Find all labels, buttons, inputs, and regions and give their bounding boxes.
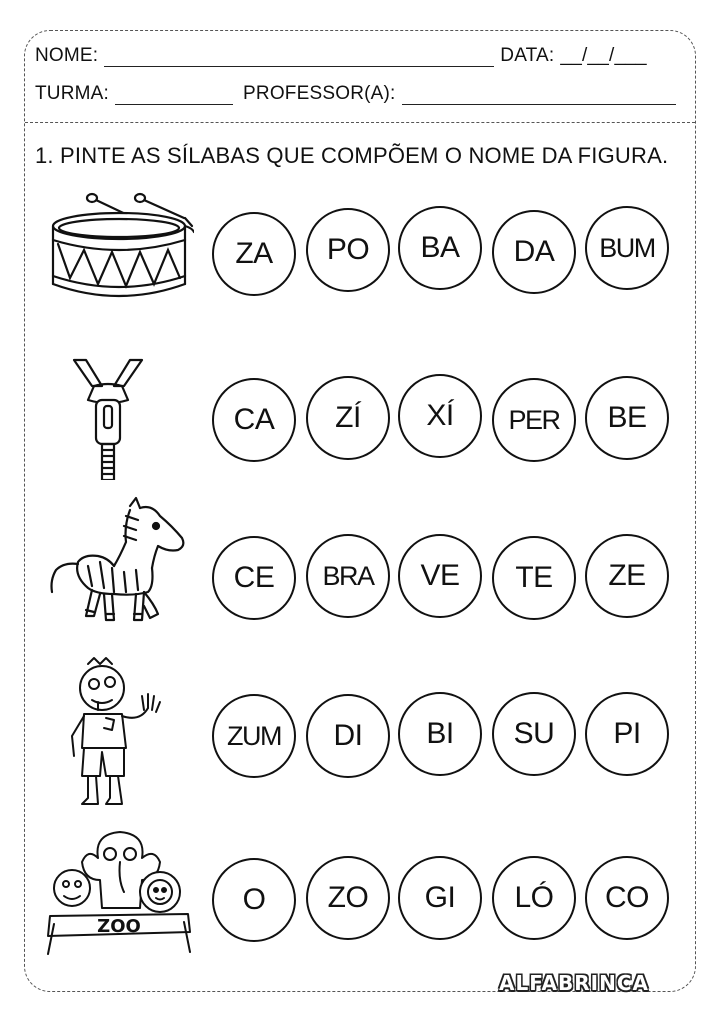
zombie-icon — [44, 656, 194, 816]
syllable-circle[interactable]: BE — [585, 376, 669, 460]
header-box — [25, 31, 695, 123]
syllable-circle[interactable]: SU — [492, 692, 576, 776]
syllable-circle[interactable]: PI — [585, 692, 669, 776]
exercise-row — [0, 828, 724, 938]
exercise-row — [0, 192, 724, 302]
exercise-row — [0, 350, 724, 460]
exercise-row — [0, 656, 724, 766]
syllable-circle[interactable]: LÓ — [492, 856, 576, 940]
drum-icon — [44, 192, 194, 302]
instruction-text: 1. PINTE AS SÍLABAS QUE COMPÕEM O NOME DA FIGURA. — [35, 143, 669, 168]
header-row-name — [35, 45, 685, 67]
syllable-circle[interactable]: GI — [398, 856, 482, 940]
syllable-circle[interactable]: BA — [398, 206, 482, 290]
syllable-circle[interactable]: BI — [398, 692, 482, 776]
syllable-circle[interactable]: PO — [306, 208, 390, 292]
syllable-circle[interactable]: BUM — [585, 206, 669, 290]
teacher-field[interactable] — [402, 86, 676, 105]
syllable-circle[interactable]: BRA — [306, 534, 390, 618]
syllable-circle[interactable]: ZA — [212, 212, 296, 296]
syllable-circle[interactable]: CO — [585, 856, 669, 940]
syllable-circle[interactable]: ZUM — [212, 694, 296, 778]
date-label: DATA: — [500, 45, 555, 66]
syllable-circle[interactable]: CE — [212, 536, 296, 620]
class-field[interactable] — [115, 86, 233, 105]
exercise-row — [0, 496, 724, 606]
zipper-icon — [44, 350, 194, 480]
class-label: TURMA: — [35, 83, 110, 104]
header-row-class — [35, 83, 685, 105]
name-label: NOME: — [35, 45, 99, 66]
teacher-label: PROFESSOR(A): — [243, 83, 396, 104]
syllable-circle[interactable]: DI — [306, 694, 390, 778]
syllable-circle[interactable]: DA — [492, 210, 576, 294]
syllable-circle[interactable]: ZE — [585, 534, 669, 618]
zoo-sign-text: ZOO — [97, 916, 141, 937]
syllable-circle[interactable]: PER — [492, 378, 576, 462]
zoo-sign-icon — [44, 828, 194, 958]
syllable-circle[interactable]: VE — [398, 534, 482, 618]
syllable-circle[interactable]: ZÍ — [306, 376, 390, 460]
brand-logo: ALFABRINCA — [498, 971, 650, 995]
syllable-circle[interactable]: O — [212, 858, 296, 942]
syllable-circle[interactable]: CA — [212, 378, 296, 462]
syllable-circle[interactable]: ZO — [306, 856, 390, 940]
name-field[interactable] — [104, 48, 494, 67]
date-field[interactable]: __/__/___ — [560, 45, 647, 66]
syllable-circle[interactable]: XÍ — [398, 374, 482, 458]
syllable-circle[interactable]: TE — [492, 536, 576, 620]
zebra-icon — [44, 496, 194, 636]
